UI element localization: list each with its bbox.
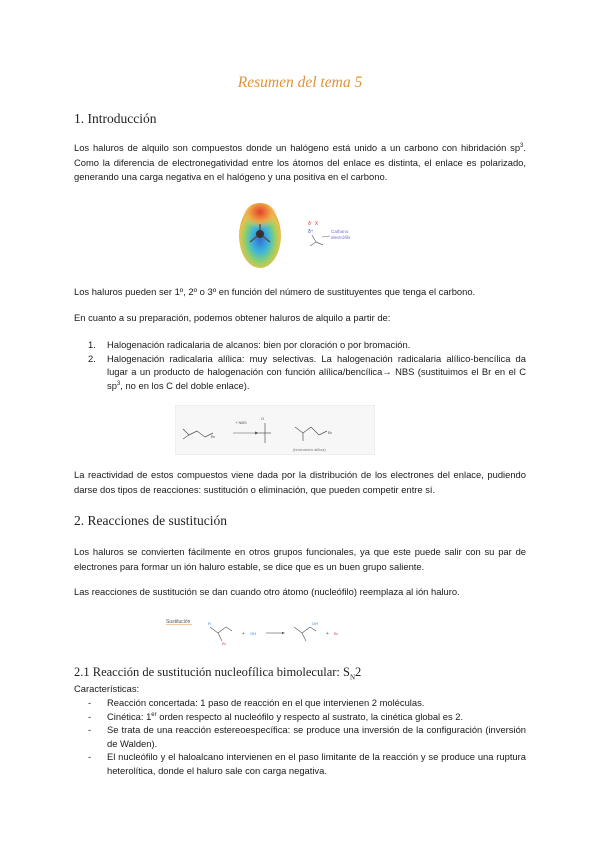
- intro-text-b: . Como la diferencia de electronegatividad entre los átomos del enlace es distinta, el enlace es polarizado, generando una carga negativa en el halógeno y una positiva en el carbono.: [74, 142, 526, 182]
- intro-text-a: Los haluros de alquilo son compuestos donde un halógeno está unido a un carbono con hibridación sp: [74, 142, 521, 153]
- haluro-classification-paragraph: Los haluros pueden ser 1º, 2º o 3º en función del número de sustituyentes que tenga el carbono.: [74, 286, 476, 297]
- svg-text:+: +: [326, 631, 329, 637]
- svg-text:δ⁻ X: δ⁻ X: [308, 221, 319, 227]
- intro-paragraph: [74, 141, 526, 185]
- preparation-list: [74, 338, 526, 392]
- fig1-label-2: electrófilo: [331, 235, 351, 240]
- characteristics-label: Características:: [74, 683, 140, 694]
- svg-text:OH: OH: [312, 621, 318, 626]
- reactivity-paragraph: La reactividad de estos compuestos viene dada por la distribución de los electrones del enlace, pudiendo darse dos tipos de reacciones: sustitución o eliminación, que pueden competir entre sí.: [74, 469, 526, 495]
- list-item: - Se trata de una reacción estereoespecífica: se produce una inversión de la configuración (inversión de Walden).: [88, 724, 526, 749]
- list-item: - Cinética: 1er orden respecto al nucleófilo y respecto al sustrato, la cinética global es 2.: [88, 710, 464, 722]
- svg-text:R: R: [208, 621, 211, 626]
- fig1-label-1: Carbono: [331, 229, 349, 234]
- electrostatic-potential-figure: [232, 196, 367, 272]
- svg-text:δ⁺: δ⁺: [308, 229, 314, 235]
- allylic-bromination-figure: [175, 405, 375, 455]
- fig2-caption: (bromación alílica): [293, 447, 326, 452]
- svg-text:OH: OH: [250, 631, 256, 636]
- fig3-label: Sustitución: [166, 619, 191, 625]
- carbon-atom-icon: [256, 230, 264, 238]
- subsection-heading-sn2: 2.1 Reacción de sustitución nucleofílica bimolecular: $S_N2$: [74, 665, 362, 682]
- list-item: - Reacción concertada: 1 paso de reacción en el que intervienen 2 moléculas.: [88, 697, 425, 708]
- intro-superscript: 3: [520, 142, 524, 149]
- substitution-paragraph-2: Las reacciones de sustitución se dan cuando otro átomo (nucleófilo) reemplaza al ión haluro.: [74, 586, 460, 597]
- section-heading-introduccion: 1. Introducción: [74, 111, 157, 126]
- svg-text:Br: Br: [334, 631, 338, 636]
- fig2-reagent: + NBS: [235, 420, 247, 425]
- svg-text:Br: Br: [211, 434, 215, 439]
- substitution-scheme-figure: [164, 613, 364, 647]
- list-item: 1. Halogenación radicalaria de alcanos: bien por cloración o por bromación.: [88, 339, 411, 350]
- characteristics-list: [74, 696, 526, 778]
- substitution-paragraph-1: Los haluros se convierten fácilmente en otros grupos funcionales, ya que este puede salir con su par de electrones para formar un ión haluro estable, se dice que es un buen grupo saliente.: [74, 546, 526, 572]
- list-item: - El nucleófilo y el haloalcano intervienen en el paso limitante de la reacción y se produce una ruptura heterolítica, donde el haluro sale con carga negativa.: [88, 751, 526, 776]
- section-heading-sustitucion: 2. Reacciones de sustitución: [74, 513, 227, 528]
- list-item: 2. Halogenación radicalaria alílica: muy selectivas. La halogenación radicalaria alílico-bencílica da lugar a un producto de halogenación con función alílica/bencílica→ NBS (sustituimos el Br en el C $sp^3$, no en los C del doble enlace).: [88, 352, 526, 391]
- preparation-intro-paragraph: En cuanto a su preparación, podemos obtener haluros de alquilo a partir de:: [74, 312, 391, 323]
- svg-text:O: O: [261, 416, 265, 421]
- svg-text:Br: Br: [328, 430, 332, 435]
- svg-text:Br: Br: [222, 641, 226, 646]
- svg-text:+: +: [242, 631, 245, 637]
- document-title: Resumen del tema 5: [237, 74, 363, 91]
